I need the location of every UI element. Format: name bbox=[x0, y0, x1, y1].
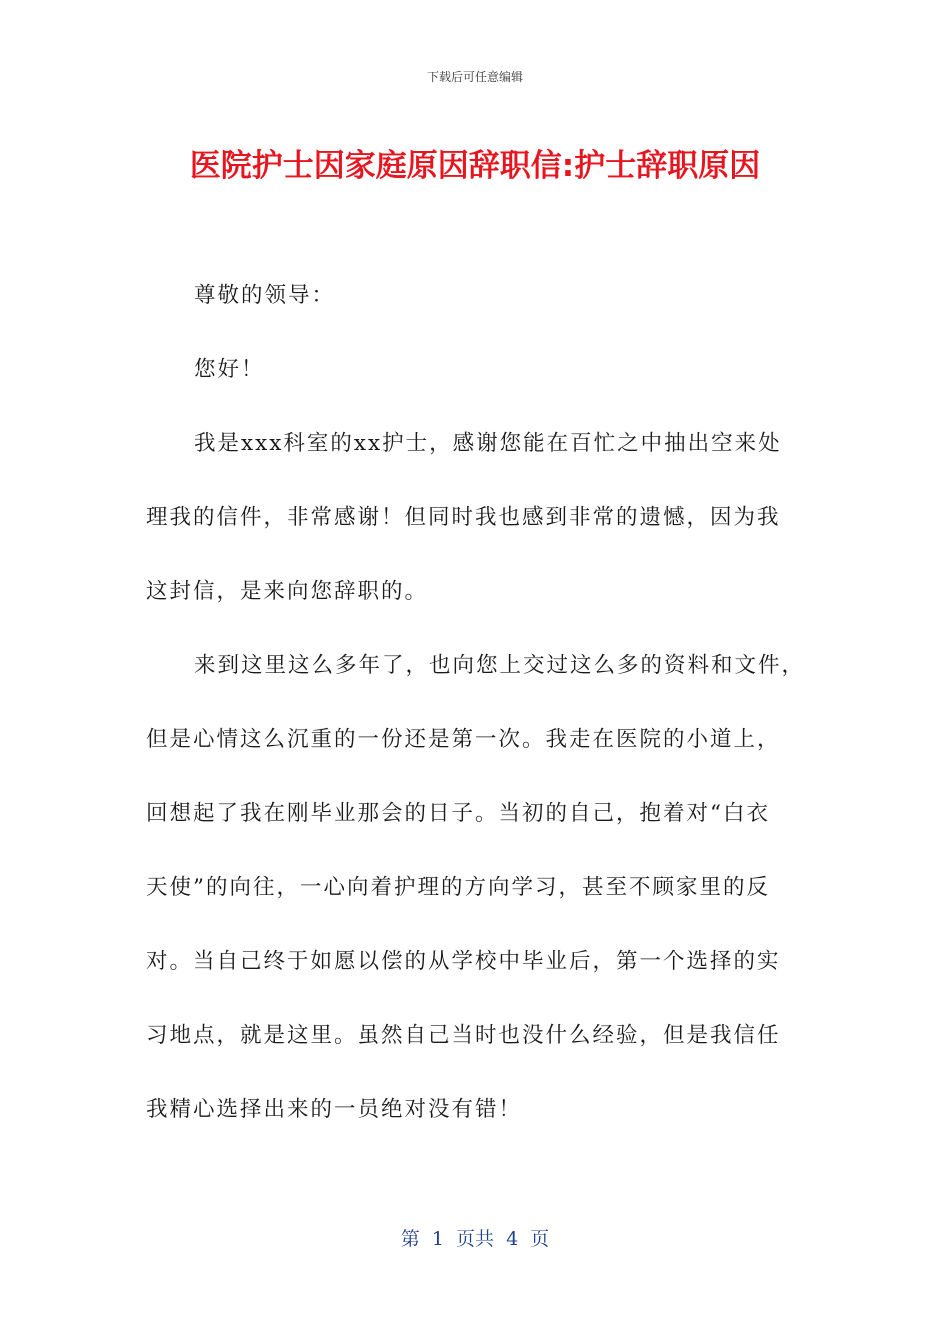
paragraph-line: 对。当自己终于如愿以偿的从学校中毕业后，第一个选择的实 bbox=[146, 949, 781, 974]
paragraph-line: 理我的信件，非常感谢！但同时我也感到非常的遗憾，因为我 bbox=[146, 505, 781, 530]
paragraph-line: 但是心情这么沉重的一份还是第一次。我走在医院的小道上， bbox=[146, 727, 781, 752]
paragraph-line: 我是xxx科室的xx护士，感谢您能在百忙之中抽出空来处 bbox=[194, 431, 782, 456]
greeting: 您好！ bbox=[194, 357, 265, 382]
page-number-footer: 第 1 页共 4 页 bbox=[400, 1228, 550, 1250]
paragraph-1 bbox=[146, 407, 806, 629]
paragraph-line: 天使”的向往，一心向着护理的方向学习，甚至不顾家里的反 bbox=[146, 875, 770, 900]
document-title: 医院护士因家庭原因辞职信:护士辞职原因 bbox=[189, 148, 761, 184]
paragraph-line: 这封信，是来向您辞职的。 bbox=[146, 579, 429, 604]
paragraph-line: 回想起了我在刚毕业那会的日子。当初的自己，抱着对“白衣 bbox=[146, 801, 770, 826]
letter-body bbox=[146, 259, 806, 1147]
header-note: 下载后可任意编辑 bbox=[426, 70, 523, 84]
salutation: 尊敬的领导： bbox=[194, 283, 336, 308]
paragraph-2 bbox=[146, 629, 806, 1147]
paragraph-line: 来到这里这么多年了，也向您上交过这么多的资料和文件， bbox=[194, 653, 806, 678]
paragraph-line: 我精心选择出来的一员绝对没有错！ bbox=[146, 1097, 523, 1122]
paragraph-line: 习地点，就是这里。虽然自己当时也没什么经验，但是我信任 bbox=[146, 1023, 781, 1048]
